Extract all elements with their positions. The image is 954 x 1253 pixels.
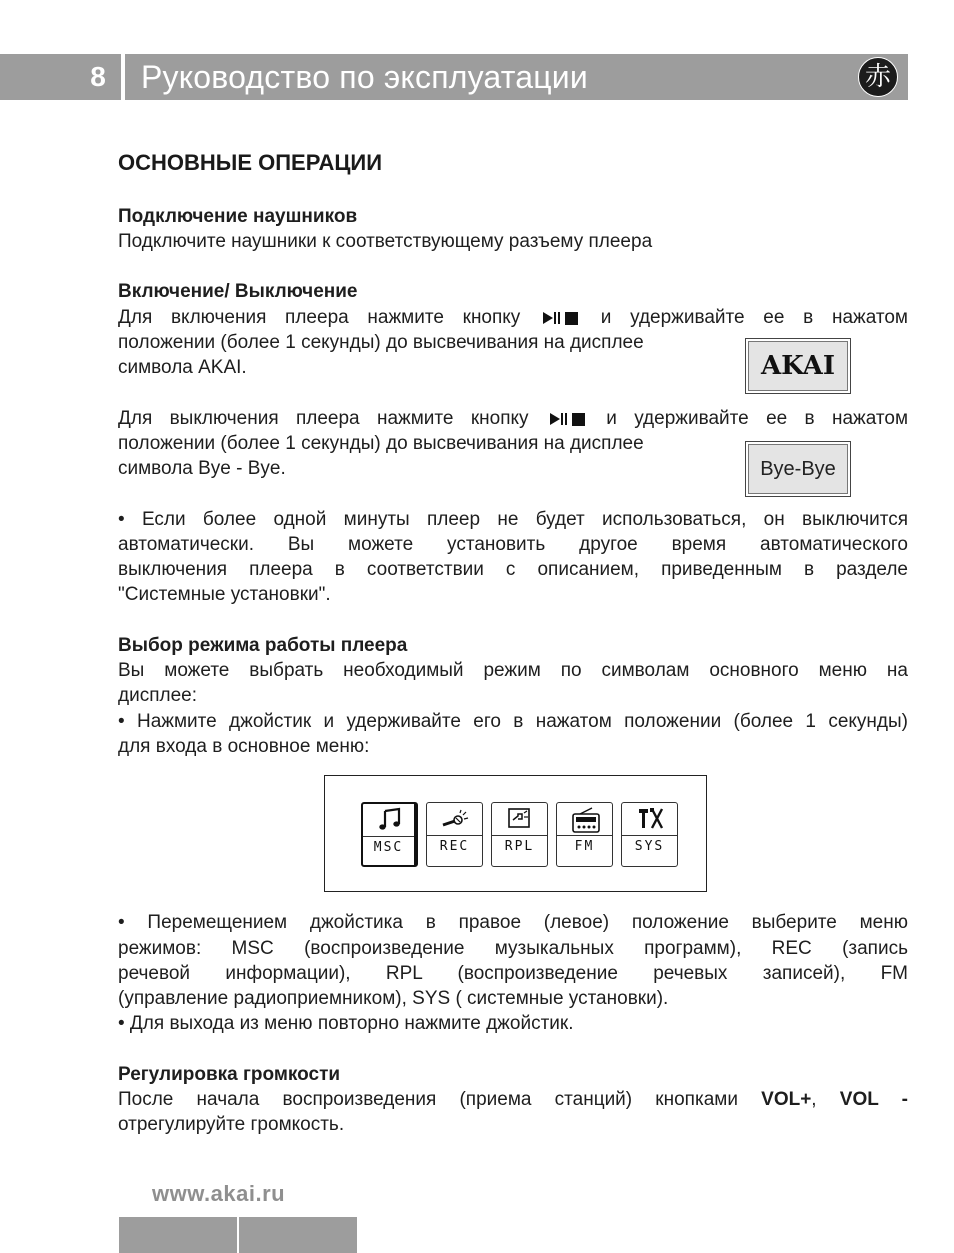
power-off-line-2: положении (более 1 секунды) до высвечивания на дисплее (118, 433, 644, 454)
mode-heading: Выбор режима работы плеера (118, 635, 408, 656)
mode-after-line: • Перемещением джойстика в правое (левое) положение выберите меню (118, 912, 908, 933)
section-title: ОСНОВНЫЕ ОПЕРАЦИИ (118, 150, 383, 175)
auto-off-line: автоматически. Вы можете установить другое время автоматического (118, 534, 908, 555)
volume-heading: Регулировка громкости (118, 1064, 341, 1085)
menu-item-rec (426, 802, 483, 867)
icon-area (557, 803, 612, 836)
tools-icon (636, 806, 666, 832)
vol-minus-label: VOL - (839, 1089, 908, 1110)
header-bar (0, 54, 908, 100)
power-on-line-2: положении (более 1 секунды) до высвечивания на дисплее (118, 332, 644, 353)
volume-text: После начала воспроизведения (приема станций) кнопками (118, 1089, 738, 1110)
mode-intro-line: дисплее: (118, 685, 197, 706)
brand-logo-icon: 赤 (858, 57, 898, 97)
vol-plus-label: VOL+ (761, 1089, 812, 1110)
volume-line-1 (118, 1087, 908, 1112)
icon-area (622, 803, 677, 836)
play-pause-stop-icon (550, 406, 585, 431)
microphone-icon (441, 806, 471, 832)
mode-after-line: (управление радиоприемником), SYS ( системные установки). (118, 988, 669, 1009)
icon-area (363, 804, 414, 837)
play-pause-stop-icon (543, 305, 578, 330)
volume-line-2: отрегулируйте громкость. (118, 1114, 345, 1135)
power-heading: Включение/ Выключение (118, 281, 358, 302)
menu-label: RPL (504, 839, 535, 854)
mode-after-line: речевой информации), RPL (воспроизведение речевых записей), FM (118, 963, 908, 984)
replay-speaker-icon (506, 806, 536, 832)
mode-intro-line: для входа в основное меню: (118, 736, 370, 757)
header-divider (121, 54, 125, 100)
auto-off-line: "Системные установки". (118, 584, 331, 605)
headphones-heading: Подключение наушников (118, 206, 358, 227)
comma: , (811, 1089, 817, 1110)
power-on-line-3: символа AKAI. (118, 357, 247, 378)
display-bye-bye: Bye-Bye (745, 441, 851, 497)
menu-item-fm (556, 802, 613, 867)
menu-label: FM (574, 839, 595, 854)
auto-off-line: выключения плеера в соответствии с описанием, приведенным в разделе (118, 559, 908, 580)
menu-label: MSC (373, 840, 404, 855)
power-off-text-b: и удерживайте ее в нажатом (606, 408, 909, 429)
power-on-text-b: и удерживайте ее в нажатом (600, 307, 908, 328)
power-off-line-3: символа Bye - Bye. (118, 458, 286, 479)
power-on-line-1 (118, 305, 908, 330)
page-number: 8 (90, 61, 106, 92)
menu-item-rpl (491, 802, 548, 867)
menu-item-sys (621, 802, 678, 867)
radio-icon (571, 806, 601, 834)
music-note-icon (377, 807, 405, 833)
icon-area (427, 803, 482, 836)
mode-after-line: • Для выхода из меню повторно нажмите джойстик. (118, 1013, 574, 1034)
display-akai: AKAI (745, 338, 851, 394)
page-title: Руководство по эксплуатации (141, 59, 588, 95)
mode-intro-line: Вы можете выбрать необходимый режим по символам основного меню на (118, 660, 908, 681)
power-off-line-1 (118, 406, 908, 431)
auto-off-line: • Если более одной минуты плеер не будет использоваться, он выключится (118, 509, 908, 530)
footer-bar (119, 1217, 237, 1253)
menu-label: SYS (634, 839, 665, 854)
footer-bar (239, 1217, 357, 1253)
icon-area (492, 803, 547, 836)
footer-url: www.akai.ru (152, 1181, 286, 1206)
power-off-text-a: Для выключения плеера нажмите кнопку (118, 408, 529, 429)
mode-intro-line: • Нажмите джойстик и удерживайте его в нажатом положении (более 1 секунды) (118, 711, 908, 732)
main-menu-illustration (324, 775, 707, 892)
menu-label: REC (439, 839, 470, 854)
power-on-text-a: Для включения плеера нажмите кнопку (118, 307, 521, 328)
headphones-text: Подключите наушники к соответствующему разъему плеера (118, 231, 653, 252)
menu-item-msc (361, 802, 418, 867)
mode-after-line: режимов: MSC (воспроизведение музыкальных программ), REC (запись (118, 938, 908, 959)
